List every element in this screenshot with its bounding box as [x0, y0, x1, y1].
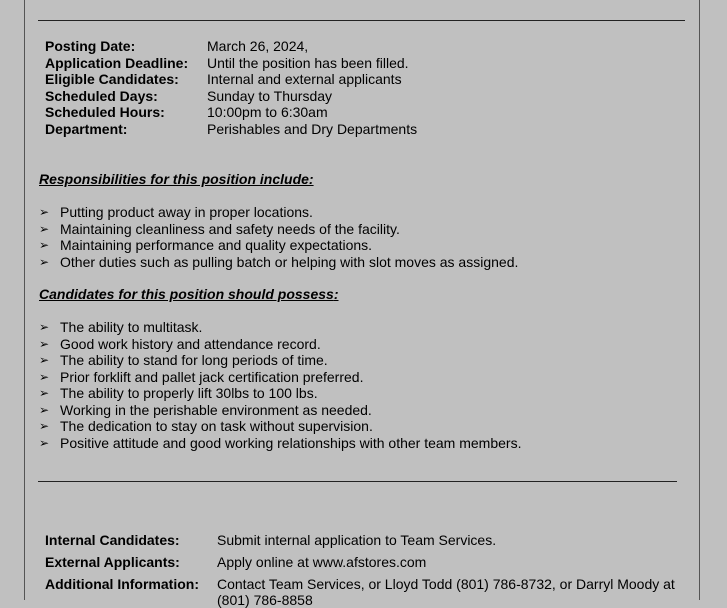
detail-value: Perishables and Dry Departments: [207, 120, 418, 137]
arrow-bullet-icon: ➢: [39, 435, 50, 450]
arrow-bullet-icon: ➢: [39, 320, 50, 334]
contact-row-internal: [45, 532, 685, 554]
arrow-bullet-icon: ➢: [39, 336, 50, 351]
contact-row-external: [45, 554, 685, 576]
arrow-bullet-icon: ➢: [39, 238, 50, 252]
detail-label: Scheduled Hours:: [45, 104, 165, 121]
contact-label: Additional Information:: [45, 575, 199, 592]
arrow-bullet-icon: ➢: [39, 221, 50, 236]
detail-value: March 26, 2024,: [207, 38, 309, 54]
contact-value: Submit internal application to Team Services.: [217, 532, 497, 548]
detail-value: Internal and external applicants: [207, 71, 402, 88]
section-divider: [38, 481, 677, 482]
qualifications-heading: Candidates for this position should possess:: [39, 286, 339, 302]
contact-value: Apply online at www.afstores.com: [217, 553, 427, 570]
detail-value: Until the position has been filled.: [207, 54, 409, 71]
detail-label: Eligible Candidates:: [45, 71, 179, 88]
application-contact: [45, 532, 685, 608]
arrow-bullet-icon: ➢: [39, 254, 50, 269]
detail-label: Application Deadline:: [45, 54, 189, 71]
detail-label: Department:: [45, 120, 128, 137]
contact-row-additional: [45, 576, 685, 608]
detail-value: Sunday to Thursday: [207, 87, 333, 104]
arrow-bullet-icon: ➢: [39, 419, 50, 433]
detail-label: Posting Date:: [45, 38, 136, 54]
arrow-bullet-icon: ➢: [39, 205, 50, 219]
arrow-bullet-icon: ➢: [39, 353, 50, 367]
contact-label: External Applicants:: [45, 553, 180, 570]
top-divider: [38, 20, 685, 21]
arrow-bullet-icon: ➢: [39, 386, 50, 400]
arrow-bullet-icon: ➢: [39, 402, 50, 417]
detail-label: Scheduled Days:: [45, 87, 158, 104]
responsibilities-heading: Responsibilities for this position include:: [39, 171, 314, 187]
arrow-bullet-icon: ➢: [39, 369, 50, 384]
contact-label: Internal Candidates:: [45, 532, 180, 548]
detail-value: 10:00pm to 6:30am: [207, 104, 328, 121]
contact-value: Contact Team Services, or Lloyd Todd (801) 786-8732, or Darryl Moody at (801) 786-8858: [217, 575, 675, 608]
